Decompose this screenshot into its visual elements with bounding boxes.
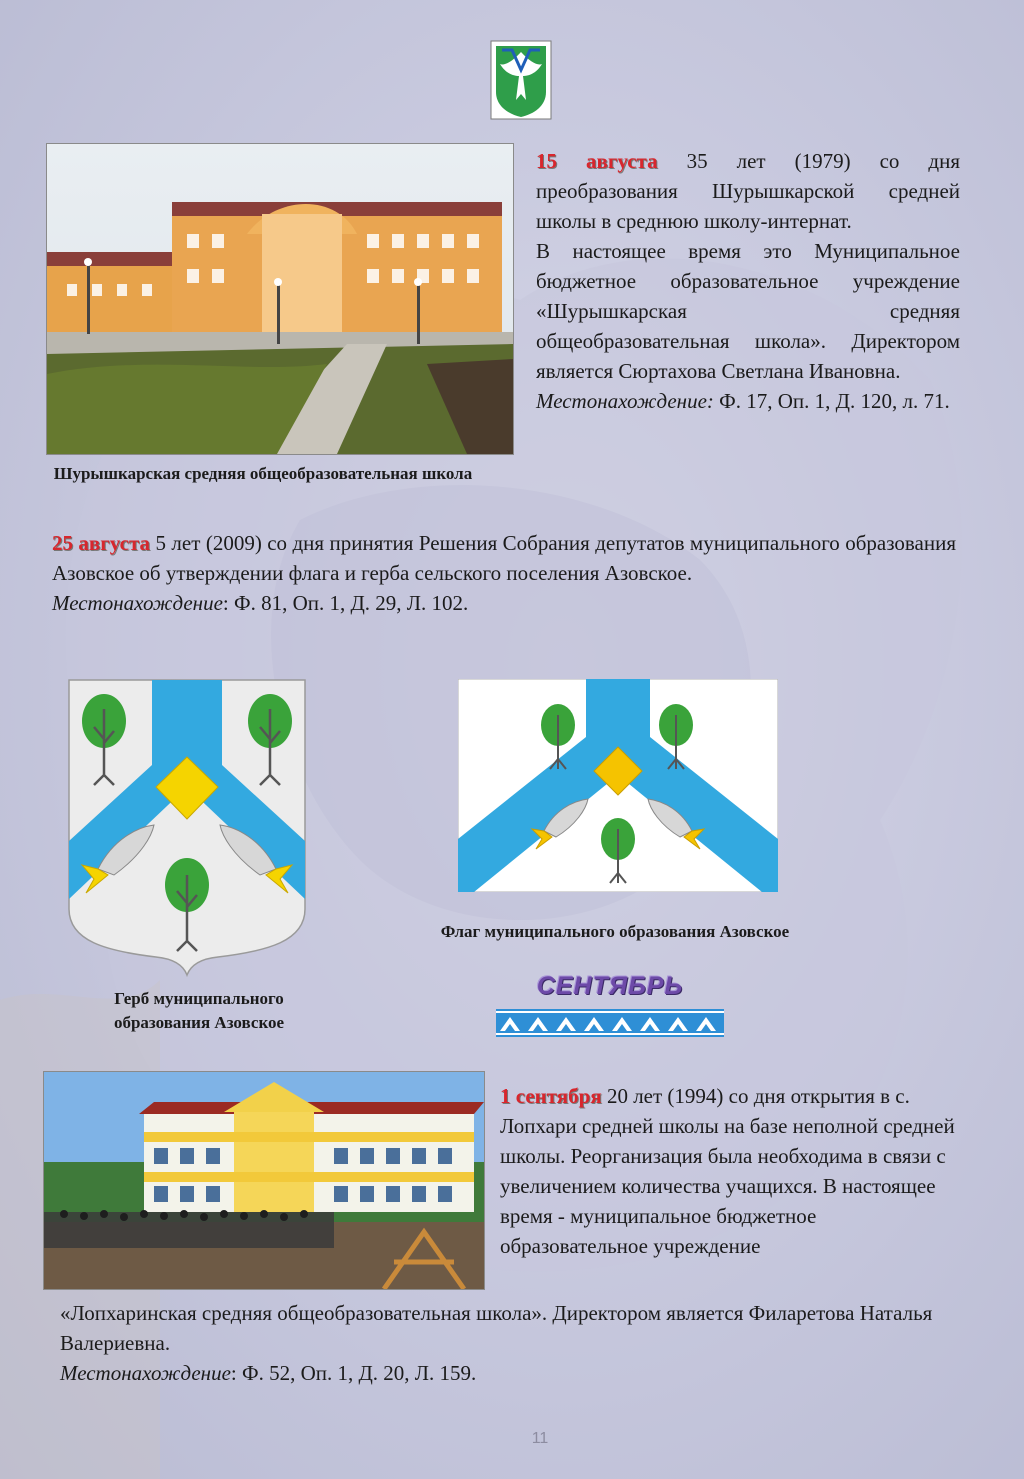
event-aug25-text: 5 лет (2009) со дня принятия Решения Собрания депутатов муниципального образования Азовское об утверждении флага и герба сельского поселения Азовское. — [52, 531, 957, 585]
event-aug15-text2: В настоящее время это Муниципальное бюджетное образовательное учреждение «Шурышкарская средняя общеобразовательная школа». Директором является Сюртахова Светлана Ивановна. — [536, 239, 960, 383]
event-sep1-date: 1 сентября — [500, 1084, 602, 1108]
district-emblem — [490, 40, 552, 120]
event-aug15 — [536, 146, 960, 416]
event-aug15-date: 15 августа — [536, 149, 658, 173]
flag-caption: Флаг муниципального образования Азовское — [440, 922, 790, 941]
event-sep1-text: 20 лет (1994) со дня открытия в с. Лопхари средней школы на базе неполной средней школы. Реорганизация была необходима в связи с увеличением количества учащихся. В настоящее время - муниципальное бюджетное образовательное учреждение — [500, 1084, 955, 1258]
event-aug15-text: 35 лет (1979) со дня преобразования Шурышкарской средней школы в среднюю школу-интернат. — [536, 149, 960, 233]
event-sep1-continued — [60, 1298, 960, 1388]
azovskoe-flag — [458, 679, 778, 892]
event-aug15-location-label: Местонахождение: — [536, 389, 714, 413]
event-sep1-location: : Ф. 52, Оп. 1, Д. 20, Л. 159. — [230, 1361, 477, 1385]
shuryshkary-school-photo — [46, 143, 514, 455]
event-sep1-location-label: Местонахождение — [60, 1361, 231, 1385]
event-aug15-location: Ф. 17, Оп. 1, Д. 120, л. 71. — [713, 389, 950, 413]
event-aug25-location-label: Местонахождение — [52, 591, 223, 615]
event-aug25 — [52, 528, 956, 618]
event-sep1-text-cont: «Лопхаринская средняя общеобразовательная школа». Директором является Филаретова Наталья Валериевна. — [60, 1301, 933, 1355]
page-number: 11 — [531, 1430, 549, 1447]
school-photo-caption: Шурышкарская средняя общеобразовательная школа — [53, 464, 473, 483]
coat-caption: Герб муниципального образования Азовское — [113, 989, 285, 1032]
event-aug25-location: : Ф. 81, Оп. 1, Д. 29, Л. 102. — [222, 591, 469, 615]
azovskoe-coat-of-arms — [68, 679, 306, 977]
month-header: СЕНТЯБРЬ — [536, 972, 684, 1000]
ornament-band — [496, 1009, 724, 1037]
event-aug25-date: 25 августа — [52, 531, 151, 555]
lopkhari-school-photo — [43, 1071, 485, 1290]
event-sep1 — [500, 1081, 956, 1261]
